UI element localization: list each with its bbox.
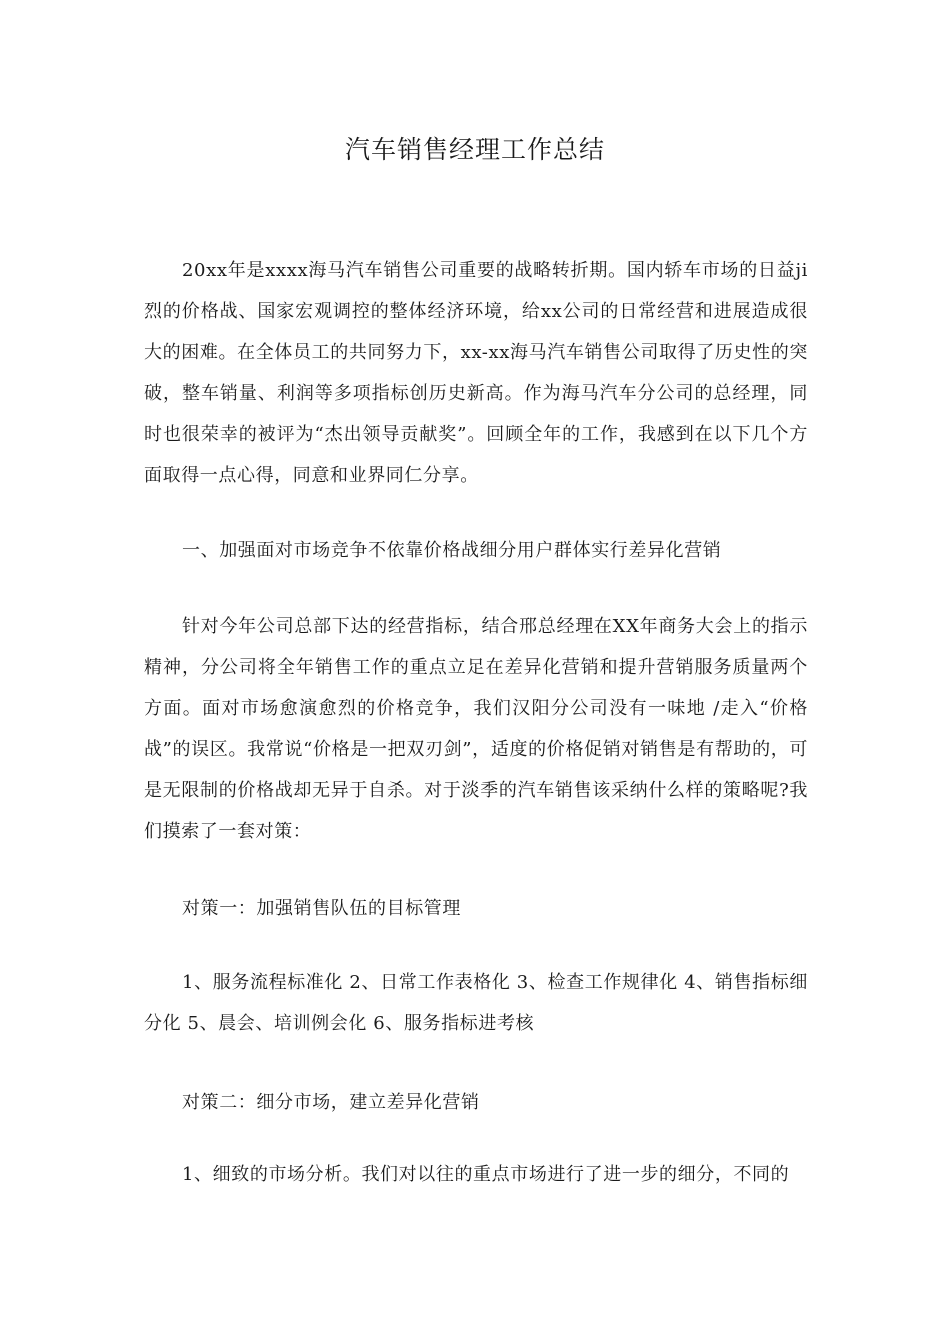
- strategy-one-heading: 对策一：加强销售队伍的目标管理: [182, 898, 461, 919]
- intro-paragraph: 20xx年是xxxx海马汽车销售公司重要的战略转折期。国内轿车市场的日益ji烈的价格战、国家宏观调控的整体经济环境，给xx公司的日常经营和进展造成很大的困难。在全体员工的共同努力下，xx-xx海马汽车销售公司取得了历史性的突破，整车销量、利润等多项指标创历史新高。作为海马汽车分公司的总经理，同时也很荣幸的被评为“杰出领导贡献奖”。回顾全年的工作，我感到在以下几个方面取得一点心得，同意和业界同仁分享。: [144, 260, 808, 486]
- strategy-two-list: 1、细致的市场分析。我们对以往的重点市场进行了进一步的细分，不同的: [182, 1164, 790, 1185]
- section-heading-one: 一、加强面对市场竞争不依靠价格战细分用户群体实行差异化营销: [182, 540, 722, 561]
- strategy-two-heading: 对策二：细分市场，建立差异化营销: [182, 1092, 480, 1113]
- document-title: 汽车销售经理工作总结: [344, 135, 605, 164]
- section-one-paragraph: 针对今年公司总部下达的经营指标，结合邢总经理在XX年商务大会上的指示精神，分公司将全年销售工作的重点立足在差异化营销和提升营销服务质量两个方面。面对市场愈演愈烈的价格竞争，我们汉阳分公司没有一味地 /走入“价格战”的误区。我常说“价格是一把双刃剑”，适度的价格促销对销售是有帮助的，可是无限制的价格战却无异于自杀。对于淡季的汽车销售该采纳什么样的策略呢?我们摸索了一套对策：: [144, 616, 808, 842]
- strategy-one-list: 1、服务流程标准化 2、日常工作表格化 3、检查工作规律化 4、销售指标细分化 5、晨会、培训例会化 6、服务指标进考核: [144, 972, 808, 1034]
